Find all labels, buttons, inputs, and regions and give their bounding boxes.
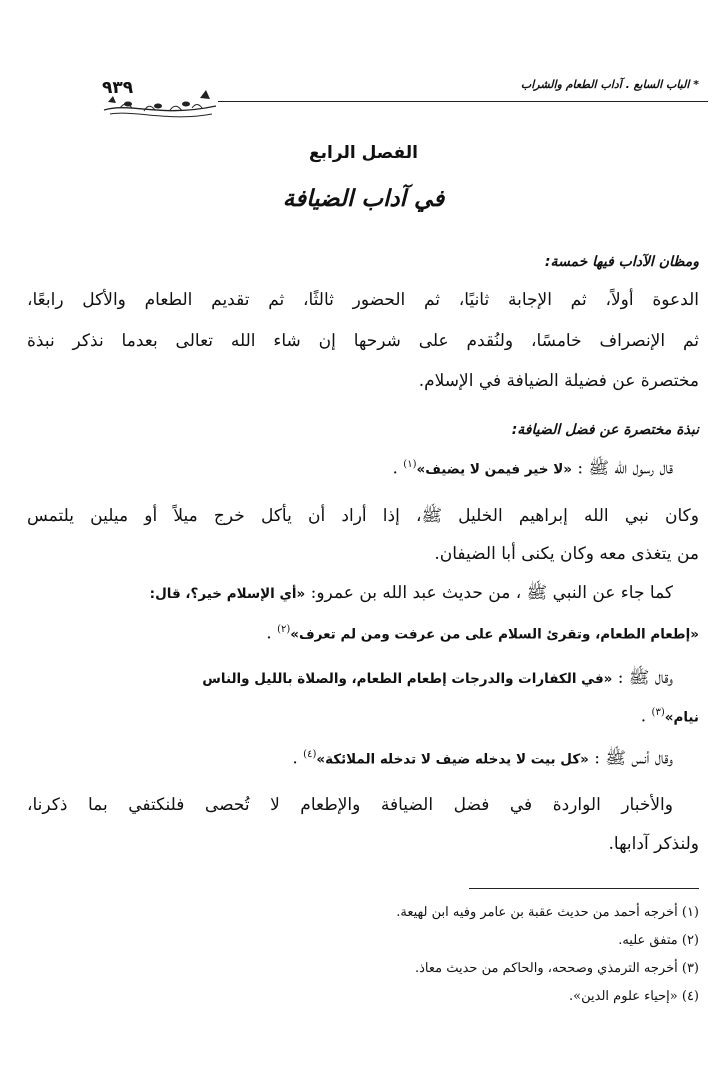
paragraph-line: مختصرة عن فضيلة الضيافة في الإسلام. <box>418 371 699 391</box>
footnote: (٢) متفق عليه. <box>618 933 699 948</box>
hadith-quote: «إطعام الطعام، وتقرئ السلام على من عرفت ومن لم تعرف» <box>290 626 699 643</box>
running-header: * الباب السابع . آداب الطعام والشراب <box>520 78 699 91</box>
footnote-marker: (٢) <box>277 624 291 635</box>
paragraph-line <box>292 750 673 768</box>
hadith-quote: «في الكفارات والدرجات إطعام الطعام، والصلاة بالليل والناس <box>202 671 613 687</box>
hadith-quote: نيام» <box>664 709 699 726</box>
footnote-marker: (١) <box>403 459 417 470</box>
intro-text: قال رسول الله ﷺ : <box>571 458 673 479</box>
chapter-title: في آداب الضيافة <box>282 186 445 212</box>
sentence-end: . <box>266 623 278 644</box>
footnote-marker: (٣) <box>651 707 665 718</box>
paragraph-line <box>202 670 673 687</box>
hadith-quote: «لا خير فيمن لا يضيف» <box>416 461 572 478</box>
page-number: ٩٣٩ <box>102 78 134 98</box>
paragraph-line <box>641 708 699 726</box>
sentence-end: . <box>640 706 652 727</box>
hadith-quote: «أي الإسلام خير؟، قال: <box>149 586 306 602</box>
footnote-marker: (٤) <box>303 749 317 760</box>
intro-text: كما جاء عن النبي ﷺ ، من حديث عبد الله بن عمرو: <box>305 583 673 603</box>
footnote: (٤) «إحياء علوم الدين». <box>569 989 699 1004</box>
paragraph-line: ولنذكر آدابها. <box>608 834 699 854</box>
header-rule <box>218 101 708 102</box>
chapter-label: الفصل الرابع <box>309 143 418 163</box>
paragraph-line <box>150 585 673 602</box>
sentence-end: . <box>392 458 404 479</box>
footnote: (٣) أخرجه الترمذي وصححه، والحاكم من حديث معاذ. <box>414 961 699 976</box>
footnote-rule <box>469 888 699 889</box>
sentence-end: . <box>292 748 304 769</box>
paragraph-line <box>266 625 699 643</box>
section-heading: ومظان الآداب فيها خمسة: <box>544 254 699 270</box>
paragraph-line: من يتغذى معه وكان يكنى أبا الضيفان. <box>434 544 699 564</box>
intro-text: وقال ﷺ : <box>612 668 673 688</box>
section-heading: نبذة مختصرة عن فضل الضيافة: <box>511 422 699 438</box>
paragraph-line: ثم الإنصراف خامسًا، ولنُقدم على شرحها إن شاء الله تعالى بعدما نذكر نبذة <box>27 331 699 351</box>
paragraph-line: وكان نبي الله إبراهيم الخليل ﷺ، إذا أراد أن يأكل خرج ميلاً أو ميلين يلتمس <box>27 506 699 526</box>
footnote: (١) أخرجه أحمد من حديث عقبة بن عامر وفيه ابن لهيعة. <box>396 905 699 920</box>
paragraph-line: والأخبار الواردة في فضل الضيافة والإطعام لا تُحصى فلنكتفي بما ذكرنا، <box>27 795 673 815</box>
paragraph-line: الدعوة أولاً، ثم الإجابة ثانيًا، ثم الحضور ثالثًا، ثم تقديم الطعام والأكل رابعًا، <box>27 290 699 310</box>
hadith-quote: «كل بيت لا يدخله ضيف لا تدخله الملائكة» <box>316 751 589 768</box>
paragraph-line <box>392 460 673 478</box>
intro-text: وقال أنس ﷺ : <box>588 748 673 769</box>
